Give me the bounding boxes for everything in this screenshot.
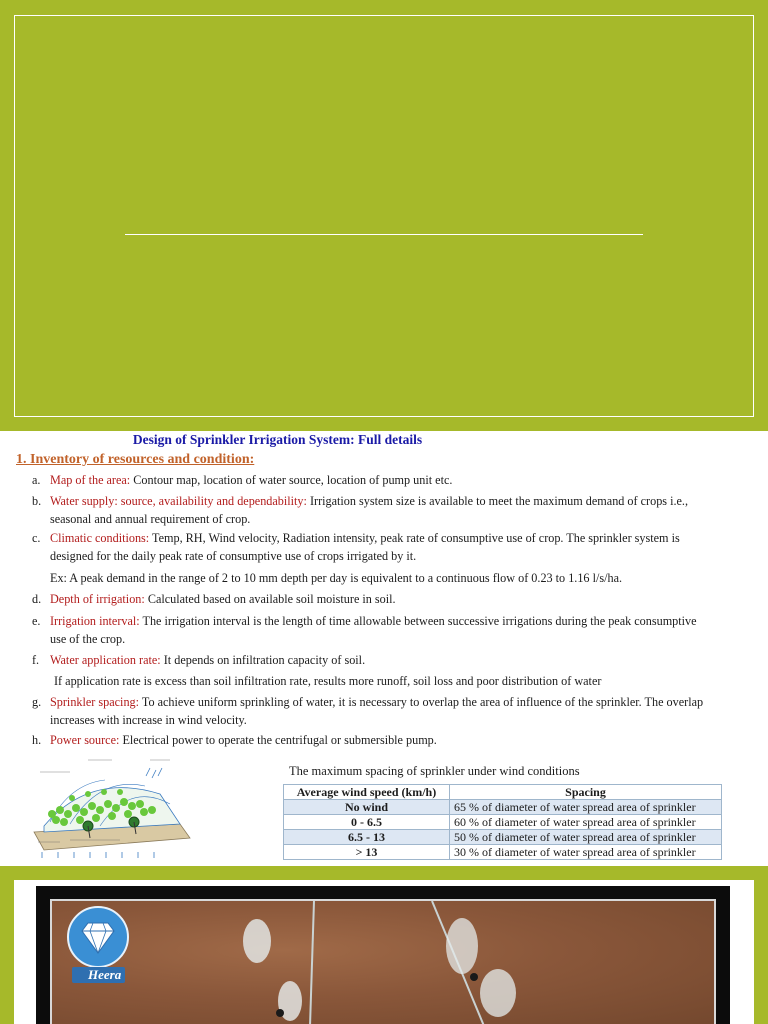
table-caption: The maximum spacing of sprinkler under wind conditions: [289, 764, 580, 778]
item-continuation: increases with increase in wind velocity.: [50, 713, 247, 727]
logo-text: Heera: [72, 967, 125, 983]
table-row: [284, 845, 722, 860]
sprinkler-overlap-diagram: [30, 754, 200, 862]
video-slide: [14, 880, 754, 1024]
table-row: [284, 830, 722, 845]
item-text: To achieve uniform sprinkling of water, it is necessary to overlap the area of influence of the sprinkler. The overlap: [139, 695, 704, 709]
spacing-cell: 30 % of diameter of water spread area of sprinkler: [450, 845, 722, 860]
example-note: Ex: A peak demand in the range of 2 to 10 mm depth per day is equivalent to a continuous flow of 0.23 to 1.16 l/s/ha.: [50, 571, 623, 585]
item-marker: g.: [32, 695, 42, 709]
item-marker: a.: [32, 473, 41, 487]
column-header: Spacing: [450, 785, 722, 800]
item-text: Irrigation system size is available to meet the maximum demand of crops i.e.,: [306, 494, 689, 508]
item-label: Climatic conditions:: [50, 531, 150, 545]
application-note: If application rate is excess than soil infiltration rate, results more runoff, soil loss and poor distribution of water: [54, 674, 602, 688]
wind-spacing-table: [283, 784, 722, 860]
column-header: Average wind speed (km/h): [284, 785, 450, 800]
list-item: [32, 731, 750, 749]
document-slide: [0, 431, 768, 866]
table-row: [284, 815, 722, 830]
item-label: Power source:: [50, 733, 120, 747]
item-text: Electrical power to operate the centrifugal or submersible pump.: [119, 733, 437, 747]
wind-speed-cell: 0 - 6.5: [284, 815, 450, 830]
wind-speed-cell: No wind: [284, 800, 450, 815]
item-label: Irrigation interval:: [50, 614, 140, 628]
spacing-cell: 60 % of diameter of water spread area of sprinkler: [450, 815, 722, 830]
list-item: [32, 651, 750, 669]
sprinkler-scene: [52, 901, 716, 1024]
video-frame: [36, 886, 730, 1024]
table-header-row: [284, 785, 722, 800]
item-text: It depends on infiltration capacity of soil.: [160, 653, 366, 667]
spacing-cell: 65 % of diameter of water spread area of sprinkler: [450, 800, 722, 815]
sprinkler-video[interactable]: [50, 899, 716, 1024]
item-continuation: seasonal and annual requirement of crop.: [50, 512, 251, 526]
item-text: Temp, RH, Wind velocity, Radiation intensity, peak rate of consumptive use of crop. The sprinkler system is: [149, 531, 680, 545]
item-label: Sprinkler spacing:: [50, 695, 140, 709]
item-label: Map of the area:: [50, 473, 131, 487]
item-text: Calculated based on available soil moisture in soil.: [144, 592, 396, 606]
item-marker: c.: [32, 531, 41, 545]
section-heading: 1. Inventory of resources and condition:: [16, 452, 255, 467]
spacing-cell: 50 % of diameter of water spread area of sprinkler: [450, 830, 722, 845]
document-title: Design of Sprinkler Irrigation System: Full details: [132, 432, 423, 447]
list-item: [32, 471, 750, 489]
wind-speed-cell: > 13: [284, 845, 450, 860]
item-marker: d.: [32, 592, 42, 606]
item-marker: h.: [32, 733, 42, 747]
list-item: [32, 529, 750, 565]
item-label: Depth of irrigation:: [50, 592, 145, 606]
table-row: [284, 800, 722, 815]
item-label: Water supply: source, availability and dependability:: [50, 494, 307, 508]
item-marker: e.: [32, 614, 41, 628]
item-marker: b.: [32, 494, 42, 508]
item-continuation: use of the crop.: [50, 632, 126, 646]
title-slide: [14, 15, 754, 417]
item-continuation: designed for the daily peak rate of consumptive use of crops irrigated by it.: [50, 549, 417, 563]
item-label: Water application rate:: [50, 653, 161, 667]
list-item: [32, 612, 750, 648]
title-divider: [125, 234, 643, 235]
item-text: Contour map, location of water source, location of pump unit etc.: [130, 473, 453, 487]
list-item: [32, 590, 750, 608]
wind-speed-cell: 6.5 - 13: [284, 830, 450, 845]
item-text: The irrigation interval is the length of time allowable between successive irrigations during the peak consumptive: [139, 614, 697, 628]
list-item: [32, 492, 750, 528]
item-marker: f.: [32, 653, 40, 667]
list-item: [32, 693, 750, 729]
